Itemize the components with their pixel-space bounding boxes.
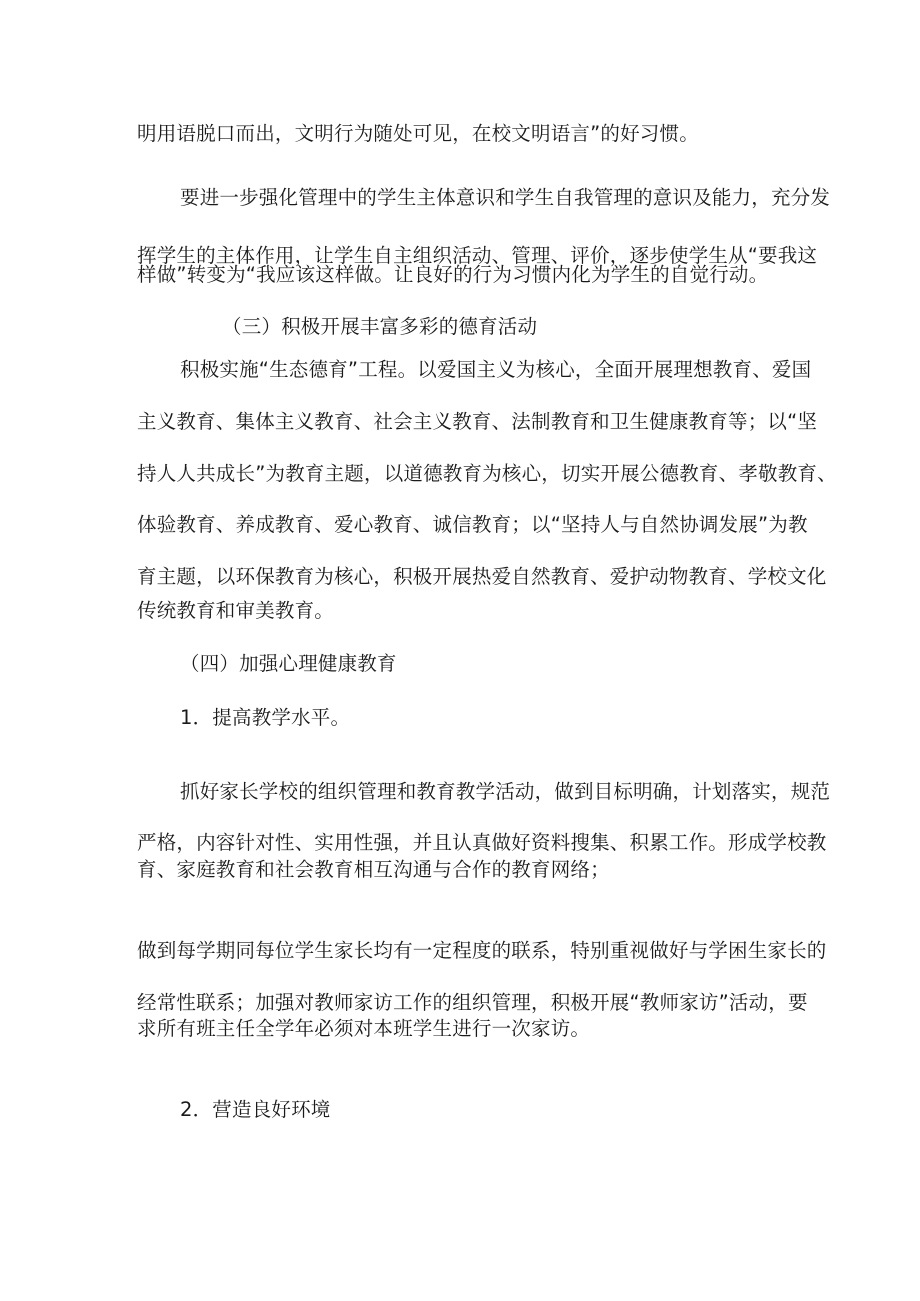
text-line: 样做”转变为“我应该这样做。让良好的行为习惯内化为学生的自觉行动。 <box>137 263 769 286</box>
numbered-heading: 1．提高教学水平。 <box>180 706 351 729</box>
text-line: 明用语脱口而出，文明行为随处可见，在校文明语言”的好习惯。 <box>137 122 699 145</box>
text-line: 积极实施“生态德育”工程。以爱国主义为核心，全面开展理想教育、爱国 <box>180 358 812 381</box>
text-line: 经常性联系；加强对教师家访工作的组织管理，积极开展“教师家访”活动，要 <box>137 991 808 1014</box>
text-line: 要进一步强化管理中的学生主体意识和学生自我管理的意识及能力，充分发 <box>180 186 831 209</box>
text-line: 持人人共成长”为教育主题，以道德教育为核心，切实开展公德教育、孝敬教育、 <box>137 462 837 485</box>
text-line: 做到每学期同每位学生家长均有一定程度的联系，特别重视做好与学困生家长的 <box>137 939 827 962</box>
text-line: 主义教育、集体主义教育、社会主义教育、法制教育和卫生健康教育等；以“坚 <box>137 410 818 433</box>
text-line: 求所有班主任全学年必须对本班学生进行一次家访。 <box>137 1017 591 1040</box>
text-line: 育主题，以环保教育为核心，积极开展热爱自然教育、爱护动物教育、学校文化 <box>137 565 827 588</box>
text-line: 严格，内容针对性、实用性强，并且认真做好资料搜集、积累工作。形成学校教 <box>137 831 827 854</box>
text-line: 育、家庭教育和社会教育相互沟通与合作的教育网络； <box>137 858 610 881</box>
section-heading: （三）积极开展丰富多彩的德育活动 <box>222 315 538 338</box>
numbered-heading: 2．营造良好环境 <box>180 1098 331 1121</box>
section-heading: （四）加强心理健康教育 <box>180 652 397 675</box>
text-line: 体验教育、养成教育、爱心教育、诚信教育；以“坚持人与自然协调发展”为教 <box>137 513 808 536</box>
text-line: 传统教育和审美教育。 <box>137 599 335 622</box>
text-line: 抓好家长学校的组织管理和教育教学活动，做到目标明确，计划落实，规范 <box>180 780 831 803</box>
text-line: 挥学生的主体作用，让学生自主组织活动、管理、评价，逐步使学生从“要我这 <box>137 244 818 267</box>
